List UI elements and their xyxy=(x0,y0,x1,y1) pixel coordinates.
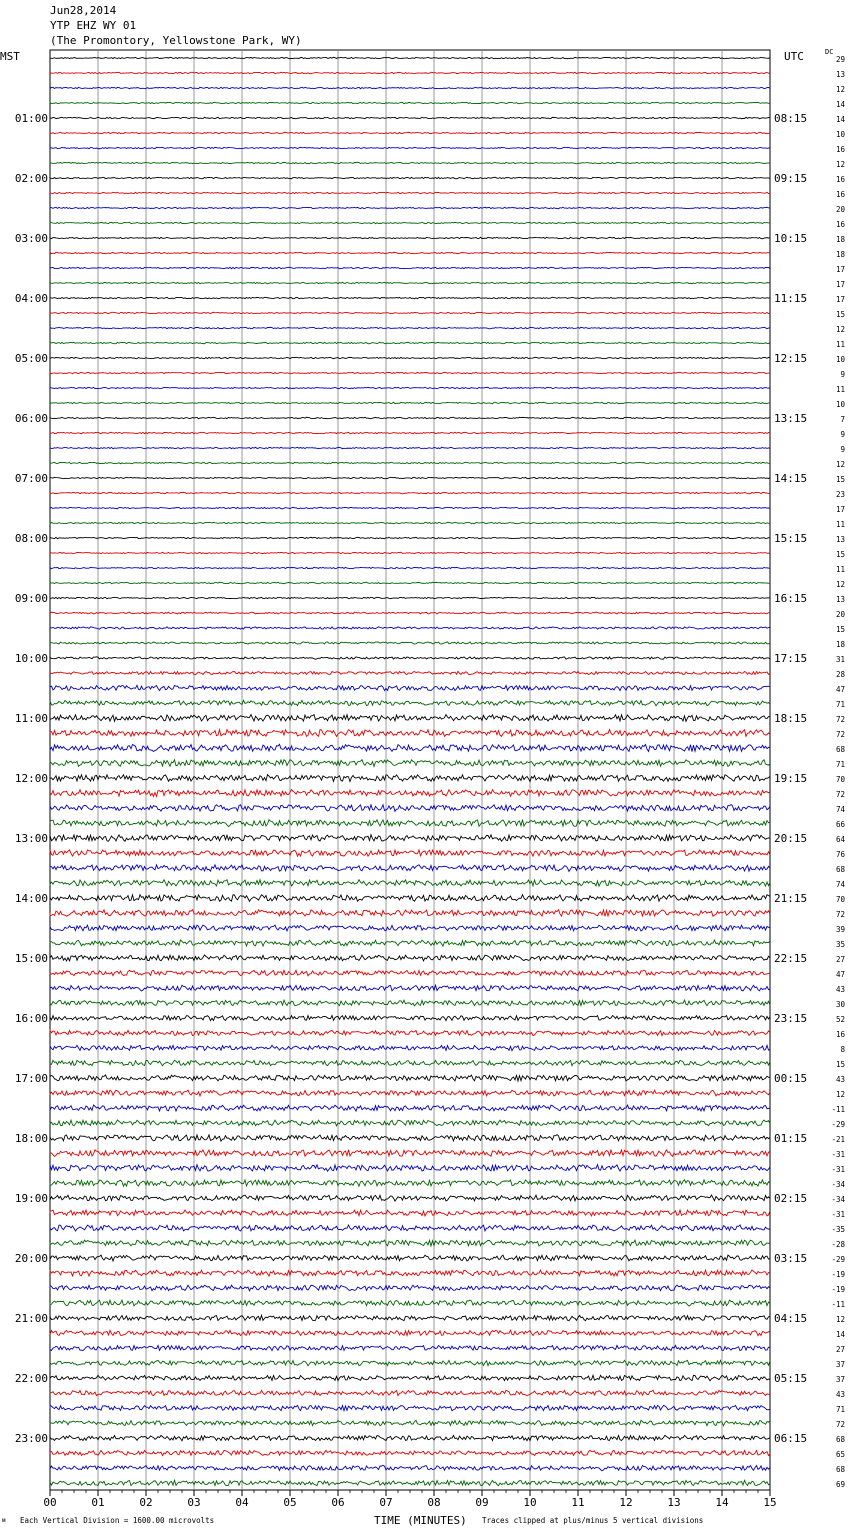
dc-offset-value: 12 xyxy=(835,1315,845,1324)
seismic-trace xyxy=(50,1255,770,1261)
seismic-trace xyxy=(50,432,770,433)
dc-offset-value: -31 xyxy=(831,1165,845,1174)
dc-offset-value: -34 xyxy=(831,1195,845,1204)
dc-offset-value: -11 xyxy=(831,1300,845,1309)
seismic-trace xyxy=(50,700,770,705)
seismic-trace xyxy=(50,357,770,359)
right-hour-label: 00:15 xyxy=(774,1072,808,1085)
seismic-trace xyxy=(50,537,770,539)
left-hour-label: 21:00 xyxy=(14,1312,48,1325)
dc-offset-value: 68 xyxy=(835,1465,845,1474)
dc-offset-value: 18 xyxy=(835,640,845,649)
x-tick-label: 00 xyxy=(43,1496,57,1509)
right-hour-label: 03:15 xyxy=(774,1252,808,1265)
dc-offset-value: 12 xyxy=(835,325,845,334)
dc-offset-value: 43 xyxy=(835,1075,845,1084)
date-label: Jun28,2014 xyxy=(50,4,117,17)
x-tick-label: 02 xyxy=(139,1496,153,1509)
clip-note: Traces clipped at plus/minus 5 vertical divisions xyxy=(482,1516,704,1525)
dc-offset-value: 12 xyxy=(835,580,845,589)
seismic-trace xyxy=(50,612,770,614)
right-hour-label: 19:15 xyxy=(774,772,808,785)
left-hour-label: 16:00 xyxy=(14,1012,48,1025)
seismic-trace xyxy=(50,327,770,329)
dc-label: DC xyxy=(825,48,834,56)
left-hour-label: 15:00 xyxy=(14,952,48,965)
left-hour-label: 01:00 xyxy=(14,112,48,125)
right-hour-label: 11:15 xyxy=(774,292,808,305)
dc-offset-value: 31 xyxy=(835,655,845,664)
seismic-trace xyxy=(50,835,770,842)
dc-offset-value: 15 xyxy=(835,625,845,634)
dc-offset-value: 76 xyxy=(835,850,845,859)
x-tick-label: 03 xyxy=(187,1496,201,1509)
seismic-trace xyxy=(50,372,770,373)
seismic-trace xyxy=(50,895,770,902)
dc-offset-value: 27 xyxy=(835,1345,845,1354)
x-axis-label: TIME (MINUTES) xyxy=(374,1514,467,1527)
dc-offset-value: -21 xyxy=(831,1135,845,1144)
seismic-trace xyxy=(50,252,770,254)
dc-offset-value: 43 xyxy=(835,985,845,994)
seismic-trace xyxy=(50,1105,770,1111)
left-hour-label: 23:00 xyxy=(14,1432,48,1445)
dc-offset-value: 52 xyxy=(835,1015,845,1024)
x-tick-label: 07 xyxy=(379,1496,393,1509)
seismic-trace xyxy=(50,192,770,194)
seismic-trace xyxy=(50,1405,770,1410)
seismic-trace xyxy=(50,865,770,872)
left-hour-label: 08:00 xyxy=(14,532,48,545)
seismic-trace xyxy=(50,880,770,886)
seismic-trace xyxy=(50,387,770,389)
left-hour-label: 04:00 xyxy=(14,292,48,305)
dc-offset-value: 47 xyxy=(835,970,845,979)
seismic-trace xyxy=(50,1060,770,1065)
seismic-trace xyxy=(50,1030,770,1035)
seismic-trace xyxy=(50,1465,770,1470)
x-tick-label: 11 xyxy=(571,1496,585,1509)
right-timezone-label: UTC xyxy=(784,50,804,63)
dc-offset-value: 17 xyxy=(835,295,845,304)
dc-offset-value: 74 xyxy=(835,880,845,889)
x-tick-label: 05 xyxy=(283,1496,297,1509)
seismic-trace xyxy=(50,1345,770,1350)
right-hour-label: 12:15 xyxy=(774,352,808,365)
right-hour-label: 08:15 xyxy=(774,112,808,125)
seismic-trace xyxy=(50,820,770,827)
seismic-trace xyxy=(50,72,770,73)
seismic-trace xyxy=(50,850,770,857)
seismic-trace xyxy=(50,1435,770,1441)
dc-offset-value: 71 xyxy=(835,700,845,709)
seismic-trace xyxy=(50,447,770,449)
right-hour-label: 02:15 xyxy=(774,1192,808,1205)
seismic-trace xyxy=(50,1375,770,1380)
dc-offset-value: 68 xyxy=(835,865,845,874)
dc-offset-value: 11 xyxy=(835,520,845,529)
left-hour-label: 14:00 xyxy=(14,892,48,905)
dc-offset-value: 69 xyxy=(835,1480,845,1489)
seismic-trace xyxy=(50,1016,770,1021)
seismic-trace xyxy=(50,507,770,508)
x-tick-label: 15 xyxy=(763,1496,777,1509)
seismic-trace xyxy=(50,910,770,917)
dc-offset-value: 23 xyxy=(835,490,845,499)
dc-offset-value: -31 xyxy=(831,1150,845,1159)
dc-offset-value: 11 xyxy=(835,565,845,574)
seismic-trace xyxy=(50,970,770,976)
dc-offset-value: 43 xyxy=(835,1390,845,1399)
seismic-trace xyxy=(50,1315,770,1320)
seismic-trace xyxy=(50,567,770,569)
seismic-trace xyxy=(50,1000,770,1006)
left-hour-label: 22:00 xyxy=(14,1372,48,1385)
dc-offset-value: 68 xyxy=(835,1435,845,1444)
right-hour-label: 01:15 xyxy=(774,1132,808,1145)
dc-offset-value: 9 xyxy=(840,370,845,379)
seismic-trace xyxy=(50,1120,770,1126)
dc-offset-value: 15 xyxy=(835,550,845,559)
dc-offset-value: -29 xyxy=(831,1120,845,1129)
seismic-trace xyxy=(50,492,770,494)
left-hour-label: 06:00 xyxy=(14,412,48,425)
seismic-trace xyxy=(50,925,770,931)
seismic-trace xyxy=(50,132,770,133)
right-hour-label: 05:15 xyxy=(774,1372,808,1385)
left-hour-label: 02:00 xyxy=(14,172,48,185)
seismic-trace xyxy=(50,1240,770,1246)
seismic-trace xyxy=(50,1090,770,1096)
right-hour-label: 21:15 xyxy=(774,892,808,905)
location-label: (The Promontory, Yellowstone Park, WY) xyxy=(50,34,302,47)
dc-offset-value: 14 xyxy=(835,115,845,124)
dc-offset-value: 28 xyxy=(835,670,845,679)
dc-offset-value: 37 xyxy=(835,1360,845,1369)
seismic-trace xyxy=(50,57,770,59)
left-hour-label: 19:00 xyxy=(14,1192,48,1205)
seismic-trace xyxy=(50,1150,770,1157)
seismic-trace xyxy=(50,1300,770,1306)
dc-offset-value: 66 xyxy=(835,820,845,829)
dc-offset-value: 70 xyxy=(835,895,845,904)
right-hour-label: 23:15 xyxy=(774,1012,808,1025)
dc-offset-value: 16 xyxy=(835,1030,845,1039)
seismic-trace xyxy=(50,789,770,796)
seismic-trace xyxy=(50,1480,770,1485)
dc-offset-value: 10 xyxy=(835,130,845,139)
left-hour-label: 20:00 xyxy=(14,1252,48,1265)
right-hour-label: 15:15 xyxy=(774,532,808,545)
seismic-trace xyxy=(50,715,770,722)
dc-offset-value: 71 xyxy=(835,1405,845,1414)
dc-offset-value: 20 xyxy=(835,610,845,619)
seismic-trace xyxy=(50,522,770,524)
seismic-trace xyxy=(50,417,770,419)
right-hour-label: 16:15 xyxy=(774,592,808,605)
seismic-trace xyxy=(50,297,770,299)
seismic-trace xyxy=(50,552,770,553)
dc-offset-value: 13 xyxy=(835,70,845,79)
dc-offset-value: 64 xyxy=(835,835,845,844)
dc-offset-value: 47 xyxy=(835,685,845,694)
x-tick-label: 09 xyxy=(475,1496,489,1509)
seismic-trace xyxy=(50,582,770,584)
dc-offset-value: 16 xyxy=(835,220,845,229)
seismic-trace xyxy=(50,1330,770,1335)
left-timezone-label: MST xyxy=(0,50,20,63)
right-hour-label: 09:15 xyxy=(774,172,808,185)
seismic-trace xyxy=(50,627,770,629)
seismic-trace xyxy=(50,177,770,178)
seismic-trace xyxy=(50,760,770,767)
seismic-trace xyxy=(50,955,770,961)
left-hour-label: 09:00 xyxy=(14,592,48,605)
x-tick-label: 08 xyxy=(427,1496,441,1509)
seismic-trace xyxy=(50,282,770,284)
seismic-trace xyxy=(50,207,770,208)
dc-offset-value: -31 xyxy=(831,1210,845,1219)
left-hour-label: 12:00 xyxy=(14,772,48,785)
dc-offset-value: 17 xyxy=(835,265,845,274)
seismic-trace xyxy=(50,117,770,119)
left-hour-label: 03:00 xyxy=(14,232,48,245)
x-tick-label: 13 xyxy=(667,1496,681,1509)
seismic-trace xyxy=(50,222,770,224)
left-hour-label: 18:00 xyxy=(14,1132,48,1145)
dc-offset-value: 12 xyxy=(835,160,845,169)
dc-offset-value: 11 xyxy=(835,385,845,394)
dc-offset-value: 17 xyxy=(835,280,845,289)
seismic-trace xyxy=(50,237,770,238)
seismic-trace xyxy=(50,775,770,782)
right-hour-label: 20:15 xyxy=(774,832,808,845)
seismic-trace xyxy=(50,730,770,737)
dc-offset-value: 10 xyxy=(835,400,845,409)
dc-offset-value: 14 xyxy=(835,1330,845,1339)
dc-offset-value: 71 xyxy=(835,760,845,769)
dc-offset-value: 29 xyxy=(835,55,845,64)
dc-offset-value: 72 xyxy=(835,910,845,919)
seismic-trace xyxy=(50,1390,770,1395)
corner-mark: ᴍ xyxy=(2,1517,6,1524)
seismic-trace xyxy=(50,1135,770,1141)
dc-offset-value: -28 xyxy=(831,1240,845,1249)
dc-offset-value: -29 xyxy=(831,1255,845,1264)
left-hour-label: 10:00 xyxy=(14,652,48,665)
dc-offset-value: 16 xyxy=(835,175,845,184)
dc-offset-value: 37 xyxy=(835,1375,845,1384)
dc-offset-value: 15 xyxy=(835,1060,845,1069)
left-hour-label: 11:00 xyxy=(14,712,48,725)
dc-offset-value: 9 xyxy=(840,445,845,454)
dc-offset-value: 16 xyxy=(835,145,845,154)
dc-offset-value: -19 xyxy=(831,1270,845,1279)
seismic-trace xyxy=(50,940,770,946)
dc-offset-value: 70 xyxy=(835,775,845,784)
dc-offset-value: 18 xyxy=(835,250,845,259)
dc-offset-value: -19 xyxy=(831,1285,845,1294)
dc-offset-value: 13 xyxy=(835,595,845,604)
right-hour-label: 10:15 xyxy=(774,232,808,245)
left-hour-label: 05:00 xyxy=(14,352,48,365)
seismic-trace xyxy=(50,744,770,751)
seismic-trace xyxy=(50,1195,770,1201)
dc-offset-value: 16 xyxy=(835,190,845,199)
dc-offset-value: 74 xyxy=(835,805,845,814)
x-tick-label: 12 xyxy=(619,1496,633,1509)
dc-offset-value: 72 xyxy=(835,715,845,724)
left-hour-label: 13:00 xyxy=(14,832,48,845)
x-tick-label: 10 xyxy=(523,1496,537,1509)
right-hour-label: 22:15 xyxy=(774,952,808,965)
x-tick-label: 01 xyxy=(91,1496,105,1509)
right-hour-label: 13:15 xyxy=(774,412,808,425)
seismic-trace xyxy=(50,1420,770,1425)
seismic-trace xyxy=(50,162,770,164)
right-hour-label: 04:15 xyxy=(774,1312,808,1325)
seismic-trace xyxy=(50,1225,770,1231)
seismic-trace xyxy=(50,87,770,88)
seismic-trace xyxy=(50,102,770,103)
left-hour-label: 07:00 xyxy=(14,472,48,485)
right-hour-label: 14:15 xyxy=(774,472,808,485)
seismic-trace xyxy=(50,597,770,598)
seismic-trace xyxy=(50,985,770,991)
seismic-trace xyxy=(50,312,770,313)
seismic-trace xyxy=(50,1165,770,1172)
dc-offset-value: -11 xyxy=(831,1105,845,1114)
seismic-trace xyxy=(50,1210,770,1216)
dc-offset-value: 68 xyxy=(835,745,845,754)
seismic-trace xyxy=(50,1270,770,1276)
right-hour-label: 17:15 xyxy=(774,652,808,665)
dc-offset-value: 10 xyxy=(835,355,845,364)
dc-offset-value: 15 xyxy=(835,475,845,484)
seismic-trace xyxy=(50,1075,770,1081)
seismic-trace xyxy=(50,462,770,464)
scale-note: Each Vertical Division = 1600.00 microvolts xyxy=(20,1516,215,1525)
seismic-trace xyxy=(50,402,770,403)
seismic-trace xyxy=(50,657,770,659)
seismic-trace xyxy=(50,342,770,343)
seismic-trace xyxy=(50,1180,770,1186)
dc-offset-value: 12 xyxy=(835,85,845,94)
dc-offset-value: 27 xyxy=(835,955,845,964)
seismic-trace xyxy=(50,642,770,644)
dc-offset-value: 35 xyxy=(835,940,845,949)
seismic-trace xyxy=(50,1045,770,1050)
dc-offset-value: 7 xyxy=(840,415,845,424)
dc-offset-value: 14 xyxy=(835,100,845,109)
seismic-trace xyxy=(50,267,770,268)
seismic-trace xyxy=(50,147,770,148)
dc-offset-value: 17 xyxy=(835,505,845,514)
x-tick-label: 04 xyxy=(235,1496,249,1509)
dc-offset-value: 13 xyxy=(835,535,845,544)
dc-offset-value: 72 xyxy=(835,790,845,799)
station-label: YTP EHZ WY 01 xyxy=(50,19,137,32)
dc-offset-value: 9 xyxy=(840,430,845,439)
x-tick-label: 14 xyxy=(715,1496,729,1509)
dc-offset-value: 12 xyxy=(835,460,845,469)
right-hour-label: 06:15 xyxy=(774,1432,808,1445)
seismic-trace xyxy=(50,477,770,478)
dc-offset-value: -34 xyxy=(831,1180,845,1189)
dc-offset-value: 72 xyxy=(835,730,845,739)
dc-offset-value: -35 xyxy=(831,1225,845,1234)
seismic-trace xyxy=(50,671,770,674)
dc-offset-value: 18 xyxy=(835,235,845,244)
dc-offset-value: 72 xyxy=(835,1420,845,1429)
left-hour-label: 17:00 xyxy=(14,1072,48,1085)
dc-offset-value: 20 xyxy=(835,205,845,214)
dc-offset-value: 11 xyxy=(835,340,845,349)
dc-offset-value: 30 xyxy=(835,1000,845,1009)
dc-offset-value: 15 xyxy=(835,310,845,319)
seismic-trace xyxy=(50,805,770,812)
seismic-trace xyxy=(50,1450,770,1455)
seismic-trace xyxy=(50,1360,770,1365)
right-hour-label: 18:15 xyxy=(774,712,808,725)
dc-offset-value: 12 xyxy=(835,1090,845,1099)
x-tick-label: 06 xyxy=(331,1496,345,1509)
seismic-trace xyxy=(50,685,770,690)
dc-offset-value: 8 xyxy=(840,1045,845,1054)
seismic-trace xyxy=(50,1285,770,1291)
dc-offset-value: 65 xyxy=(835,1450,845,1459)
dc-offset-value: 39 xyxy=(835,925,845,934)
